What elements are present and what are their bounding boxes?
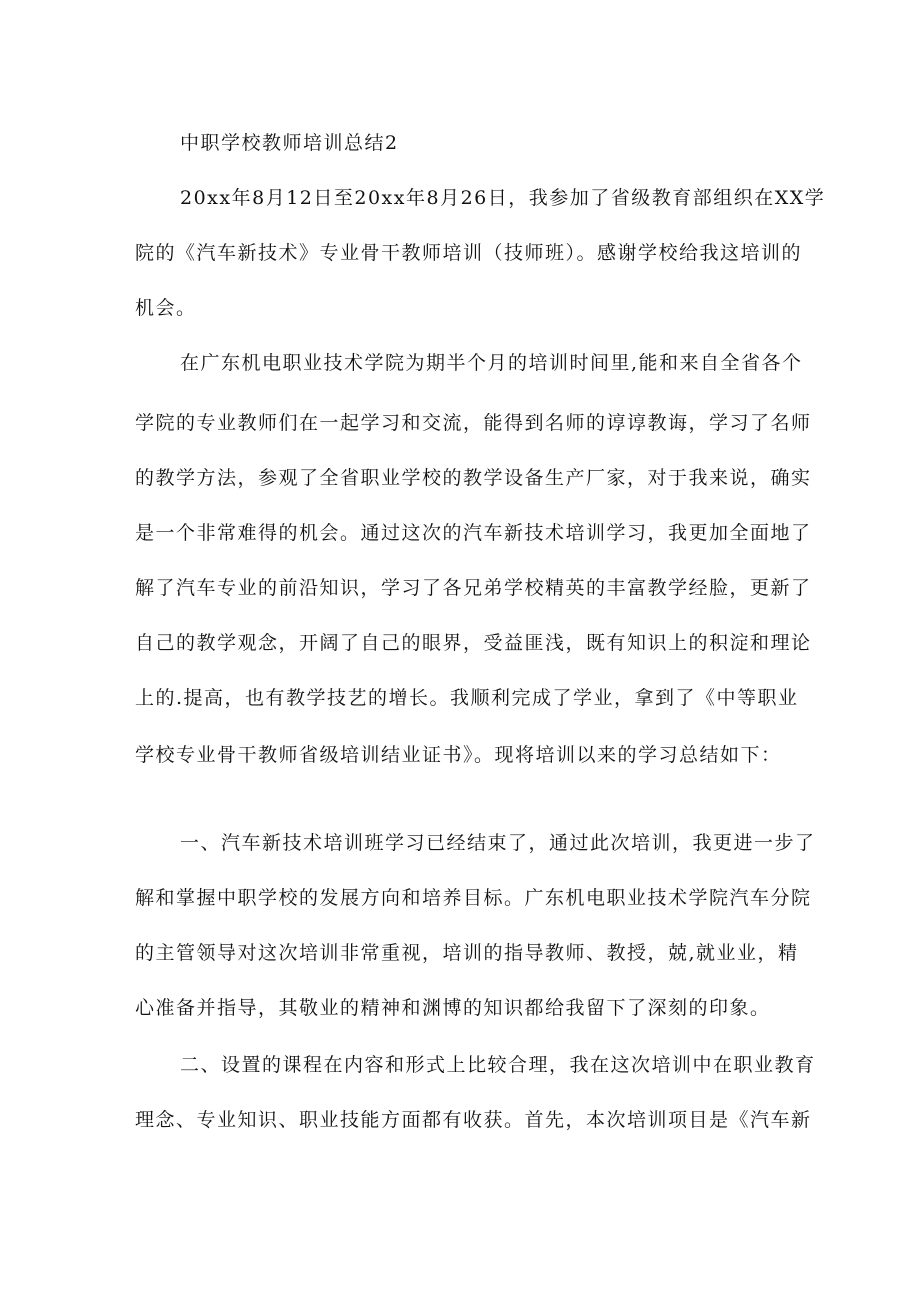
document-title: 中职学校教师培训总结2 bbox=[180, 132, 399, 154]
paragraph-line: 一、汽车新技术培训班学习已经结束了，通过此次培训，我更进一步了 bbox=[180, 832, 816, 854]
paragraph-line: 解了汽车专业的前沿知识，学习了各兄弟学校精英的丰富教学经脸，更新了 bbox=[135, 577, 812, 599]
paragraph-line: 心准备并指导，其敬业的精神和渊博的知识都给我留下了深刻的印象。 bbox=[135, 997, 771, 1019]
paragraph-line: 学院的专业教师们在一起学习和交流，能得到名师的谆谆教诲，学习了名师 bbox=[135, 412, 812, 434]
paragraph-line: 的主管领导对这次培训非常重视，培训的指导教师、教授，兢,就业业，精 bbox=[135, 942, 799, 964]
paragraph-line: 院的《汽车新技术》专业骨干教师培训（技师班）。感谢学校给我这培训的 bbox=[135, 242, 803, 264]
paragraph-line: 在广东机电职业技术学院为期半个月的培训时间里,能和来自全省各个 bbox=[180, 352, 803, 374]
paragraph-line: 理念、专业知识、职业技能方面都有收获。首先，本次培训项目是《汽车新 bbox=[135, 1109, 812, 1131]
paragraph-line: 二、设置的课程在内容和形式上比较合理，我在这次培训中在职业教育 bbox=[180, 1054, 816, 1076]
paragraph-line: 20xx年8月12日至20xx年8月26日，我参加了省级教育部组织在XX学 bbox=[180, 187, 826, 209]
paragraph-line: 学校专业骨干教师省级培训结业证书》。现将培训以来的学习总结如下： bbox=[135, 744, 782, 766]
paragraph-line: 解和掌握中职学校的发展方向和培养目标。广东机电职业技术学院汽车分院 bbox=[135, 887, 812, 909]
paragraph-line: 机会。 bbox=[135, 297, 197, 319]
paragraph-line: 的教学方法，参观了全省职业学校的教学设备生产厂家，对于我来说，确实 bbox=[135, 467, 812, 489]
paragraph-line: 自己的教学观念，开阔了自己的眼界，受益匪浅，既有知识上的积淀和理论 bbox=[135, 632, 812, 654]
paragraph-line: 是一个非常难得的机会。通过这次的汽车新技术培训学习，我更加全面地了 bbox=[135, 522, 812, 544]
paragraph-line: 上的.提高，也有教学技艺的增长。我顺利完成了学业，拿到了《中等职业 bbox=[135, 687, 799, 709]
